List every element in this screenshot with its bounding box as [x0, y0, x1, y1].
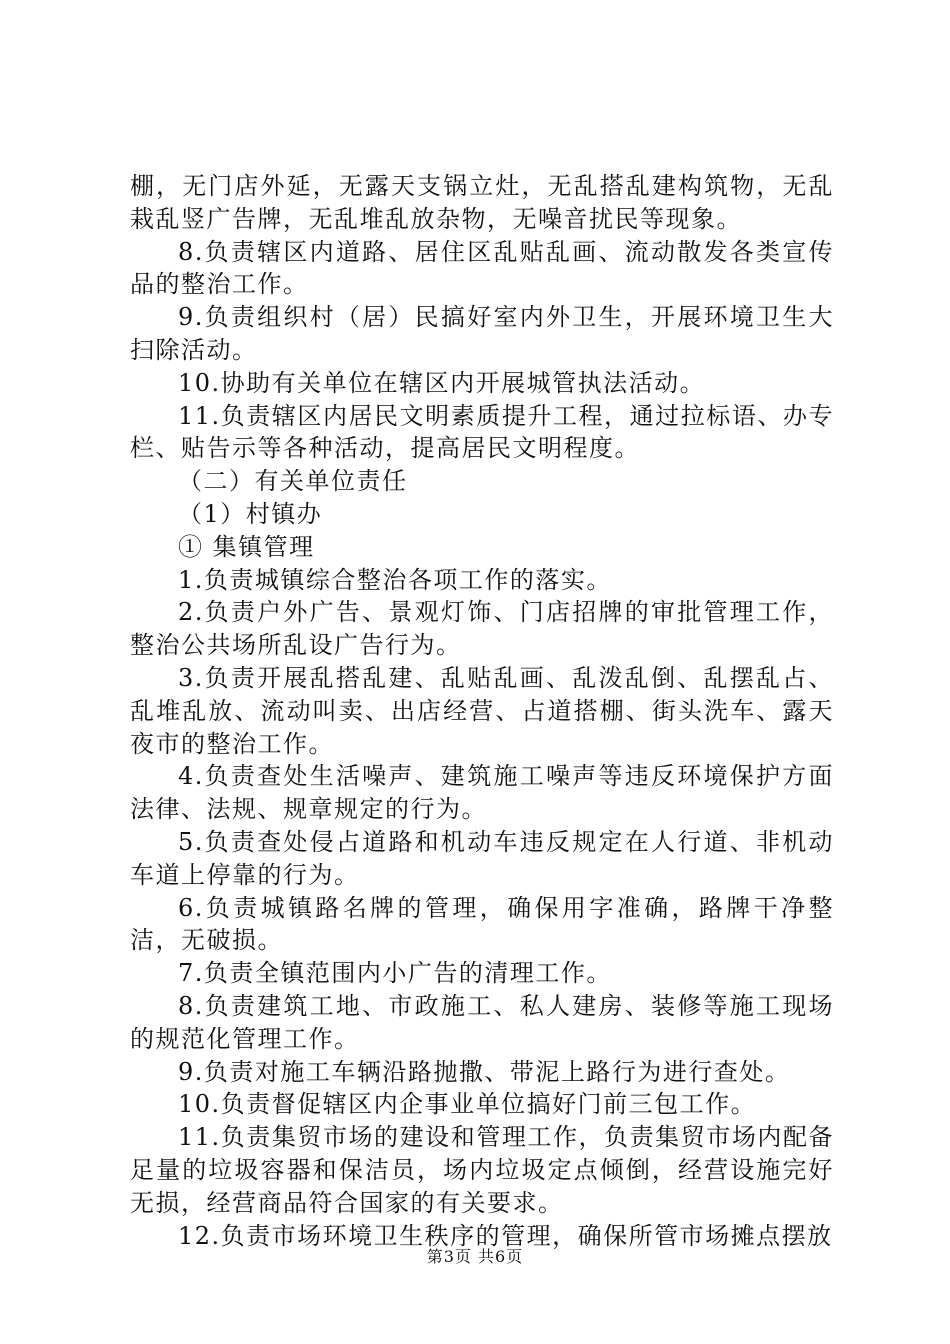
paragraph: 6.负责城镇路名牌的管理，确保用字准确，路牌干净整洁，无破损。 — [130, 893, 834, 955]
paragraph: 11.负责集贸市场的建设和管理工作，负责集贸市场内配备足量的垃圾容器和保洁员，场内垃圾定点倾倒，经营设施完好无损，经营商品符合国家的有关要求。 — [130, 1123, 834, 1217]
paragraph: 9.负责对施工车辆沿路抛撒、带泥上路行为进行查处。 — [178, 1057, 791, 1086]
paragraph: 1.负责城镇综合整治各项工作的落实。 — [178, 565, 612, 594]
paragraph: 10.协助有关单位在辖区内开展城管执法活动。 — [178, 368, 706, 397]
page-footer: 第3页 共6页 — [426, 1247, 524, 1266]
paragraph: 11.负责辖区内居民文明素质提升工程，通过拉标语、办专栏、贴告示等各种活动，提高居民文明程度。 — [130, 401, 834, 463]
paragraph: 8.负责辖区内道路、居住区乱贴乱画、流动散发各类宣传品的整治工作。 — [130, 237, 834, 299]
document-body — [130, 170, 834, 1252]
paragraph: ① 集镇管理 — [178, 532, 315, 561]
paragraph: 4.负责查处生活噪声、建筑施工噪声等违反环境保护方面法律、法规、规章规定的行为。 — [130, 762, 834, 824]
paragraph: （二）有关单位责任 — [178, 467, 408, 496]
paragraph: 3.负责开展乱搭乱建、乱贴乱画、乱泼乱倒、乱摆乱占、乱堆乱放、流动叫卖、出店经营、占道搭棚、街头洗车、露天夜市的整治工作。 — [130, 663, 834, 758]
paragraph: 10.负责督促辖区内企事业单位搞好门前三包工作。 — [178, 1090, 757, 1119]
paragraph: （1）村镇办 — [178, 499, 323, 528]
paragraph: 12.负责市场环境卫生秩序的管理，确保所管市场摊点摆放 — [178, 1221, 833, 1250]
paragraph: 5.负责查处侵占道路和机动车违反规定在人行道、非机动车道上停靠的行为。 — [130, 827, 834, 889]
paragraph: 7.负责全镇范围内小广告的清理工作。 — [178, 959, 612, 988]
paragraph: 棚，无门店外延，无露天支锅立灶，无乱搭乱建构筑物，无乱栽乱竖广告牌，无乱堆乱放杂物，无噪音扰民等现象。 — [130, 172, 834, 233]
paragraph: 9.负责组织村（居）民搞好室内外卫生，开展环境卫生大扫除活动。 — [130, 303, 834, 364]
paragraph: 2.负责户外广告、景观灯饰、门店招牌的审批管理工作，整治公共场所乱设广告行为。 — [130, 598, 834, 660]
paragraph: 8.负责建筑工地、市政施工、私人建房、装修等施工现场的规范化管理工作。 — [130, 991, 834, 1053]
